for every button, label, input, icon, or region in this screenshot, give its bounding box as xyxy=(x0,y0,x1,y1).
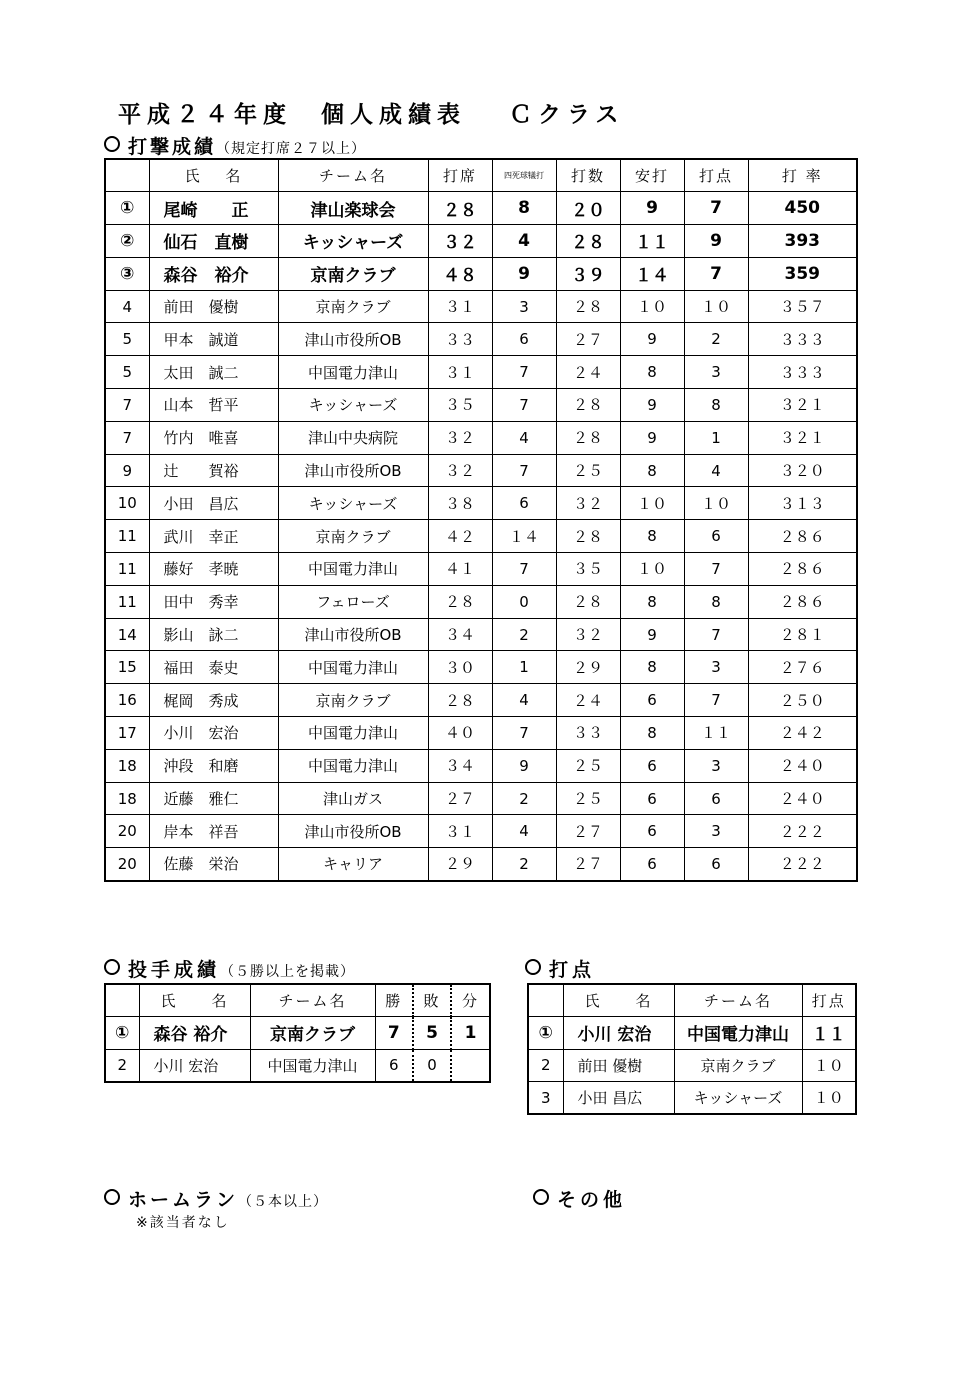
at-bats-cell: ２４ xyxy=(556,356,620,389)
table-row xyxy=(105,356,857,389)
batting-table-body xyxy=(105,159,857,881)
name-cell: 氏 名 xyxy=(149,159,278,192)
rank-cell: 11 xyxy=(105,585,149,618)
walks-sacrifices-cell: 8 xyxy=(492,192,556,225)
hits-cell: １４ xyxy=(620,257,684,290)
plate-appearances-cell: ３４ xyxy=(428,618,492,651)
hits-cell: １１ xyxy=(620,225,684,258)
name-cell: 梶岡 秀成 xyxy=(149,684,278,717)
at-bats-cell: ３５ xyxy=(556,553,620,586)
team-cell: 京南クラブ xyxy=(278,290,428,323)
at-bats-cell: ２８ xyxy=(556,421,620,454)
average-cell: ２４２ xyxy=(748,717,857,750)
table-row xyxy=(105,1049,490,1082)
table-row xyxy=(105,815,857,848)
pitching-table-body xyxy=(105,984,490,1082)
name-cell: 小田 昌広 xyxy=(563,1082,674,1115)
draws-cell xyxy=(451,1049,490,1082)
rbi-cell: 7 xyxy=(684,257,748,290)
name-cell: 山本 哲平 xyxy=(149,389,278,422)
losses-cell: 敗 xyxy=(413,984,451,1017)
average-cell: ３２１ xyxy=(748,421,857,454)
name-cell: 辻 賀裕 xyxy=(149,454,278,487)
team-cell: 津山楽球会 xyxy=(278,192,428,225)
name-cell: 氏 名 xyxy=(563,984,674,1017)
rank-cell: 7 xyxy=(105,389,149,422)
rank-cell: 18 xyxy=(105,749,149,782)
at-bats-cell: ２７ xyxy=(556,323,620,356)
pitching-note: （５勝以上を掲載） xyxy=(220,964,356,980)
walks-sacrifices-cell: 0 xyxy=(492,585,556,618)
team-cell: 津山中央病院 xyxy=(278,421,428,454)
walks-sacrifices-cell: １４ xyxy=(492,520,556,553)
name-cell: 森谷 裕介 xyxy=(149,257,278,290)
rbi-cell: 3 xyxy=(684,651,748,684)
plate-appearances-cell: ４２ xyxy=(428,520,492,553)
name-cell: 小川 宏治 xyxy=(149,717,278,750)
rbi-cell: 7 xyxy=(684,684,748,717)
at-bats-cell: ２８ xyxy=(556,225,620,258)
table-row xyxy=(105,520,857,553)
pitching-heading-text: 投手成績 xyxy=(128,959,221,981)
at-bats-cell: ３９ xyxy=(556,257,620,290)
team-cell: キッシャーズ xyxy=(278,487,428,520)
draws-cell: 1 xyxy=(451,1017,490,1050)
losses-cell: 0 xyxy=(413,1049,451,1082)
plate-appearances-cell: ４８ xyxy=(428,257,492,290)
average-cell: ２４０ xyxy=(748,749,857,782)
hits-cell: 8 xyxy=(620,454,684,487)
rank-cell xyxy=(528,984,563,1017)
name-cell: 氏 名 xyxy=(139,984,250,1017)
homerun-body: ※該当者なし xyxy=(136,1215,230,1231)
team-cell: 中国電力津山 xyxy=(278,356,428,389)
rbi-cell: 6 xyxy=(684,848,748,881)
table-row xyxy=(105,749,857,782)
draws-cell: 分 xyxy=(451,984,490,1017)
rank-cell: ② xyxy=(105,225,149,258)
table-row xyxy=(105,585,857,618)
rank-cell: 18 xyxy=(105,782,149,815)
team-cell: キッシャーズ xyxy=(674,1082,802,1115)
plate-appearances-cell: 打席 xyxy=(428,159,492,192)
hits-cell: 6 xyxy=(620,684,684,717)
other-heading-text: その他 xyxy=(557,1189,627,1211)
at-bats-cell: ２８ xyxy=(556,585,620,618)
average-cell: 359 xyxy=(748,257,857,290)
pitching-heading xyxy=(104,955,355,982)
at-bats-cell: ２７ xyxy=(556,815,620,848)
rank-cell xyxy=(105,984,139,1017)
plate-appearances-cell: ２７ xyxy=(428,782,492,815)
plate-appearances-cell: ３８ xyxy=(428,487,492,520)
rank-cell: 14 xyxy=(105,618,149,651)
rank-cell: ① xyxy=(105,192,149,225)
rank-cell: 20 xyxy=(105,848,149,881)
plate-appearances-cell: ３１ xyxy=(428,290,492,323)
rank-cell: ③ xyxy=(105,257,149,290)
homerun-note: （５本以上） xyxy=(238,1194,329,1210)
name-cell: 福田 泰史 xyxy=(149,651,278,684)
average-cell: 450 xyxy=(748,192,857,225)
rbi-cell: 3 xyxy=(684,815,748,848)
table-row xyxy=(105,454,857,487)
walks-sacrifices-cell: 3 xyxy=(492,290,556,323)
plate-appearances-cell: ３２ xyxy=(428,225,492,258)
rbi-cell: 3 xyxy=(684,749,748,782)
plate-appearances-cell: ３３ xyxy=(428,323,492,356)
hits-cell: 9 xyxy=(620,421,684,454)
team-cell: チーム名 xyxy=(278,159,428,192)
walks-sacrifices-cell: 6 xyxy=(492,323,556,356)
name-cell: 影山 詠二 xyxy=(149,618,278,651)
rbi-cell: 1 xyxy=(684,421,748,454)
hits-cell: １０ xyxy=(620,290,684,323)
table-row xyxy=(105,225,857,258)
team-cell: 京南クラブ xyxy=(674,1049,802,1082)
hits-cell: 6 xyxy=(620,782,684,815)
rank-cell xyxy=(105,159,149,192)
table-row xyxy=(528,1049,856,1082)
hits-cell: 安打 xyxy=(620,159,684,192)
average-cell: ３１３ xyxy=(748,487,857,520)
walks-sacrifices-cell: 7 xyxy=(492,717,556,750)
rbi-cell: １０ xyxy=(684,487,748,520)
homerun-heading xyxy=(104,1185,328,1212)
plate-appearances-cell: ４０ xyxy=(428,717,492,750)
plate-appearances-cell: ４１ xyxy=(428,553,492,586)
rbi-table xyxy=(527,983,857,1115)
name-cell: 藤好 孝暁 xyxy=(149,553,278,586)
walks-sacrifices-cell: 6 xyxy=(492,487,556,520)
hits-cell: 6 xyxy=(620,749,684,782)
at-bats-cell: ２８ xyxy=(556,389,620,422)
wins-cell: 勝 xyxy=(375,984,413,1017)
page-title: 平成２４年度 個人成績表 Ｃクラス xyxy=(118,102,625,128)
average-cell: ２８６ xyxy=(748,553,857,586)
batting-heading-text: 打撃成績 xyxy=(128,136,217,158)
name-cell: 沖段 和磨 xyxy=(149,749,278,782)
circle-icon xyxy=(525,959,541,975)
circle-icon xyxy=(104,959,120,975)
walks-sacrifices-cell: 4 xyxy=(492,815,556,848)
table-row xyxy=(105,389,857,422)
rbi-cell: １１ xyxy=(684,717,748,750)
rbi-cell: １０ xyxy=(684,290,748,323)
name-cell: 近藤 雅仁 xyxy=(149,782,278,815)
rbi-cell: 9 xyxy=(684,225,748,258)
rbi-table-body xyxy=(528,984,856,1114)
table-row xyxy=(105,684,857,717)
walks-sacrifices-cell: 4 xyxy=(492,421,556,454)
rank-cell: 20 xyxy=(105,815,149,848)
table-row xyxy=(105,717,857,750)
name-cell: 太田 誠二 xyxy=(149,356,278,389)
team-cell: 中国電力津山 xyxy=(278,651,428,684)
wins-cell: 7 xyxy=(375,1017,413,1050)
team-cell: 中国電力津山 xyxy=(278,749,428,782)
average-cell: ３２１ xyxy=(748,389,857,422)
rank-cell: ① xyxy=(528,1017,563,1050)
header-row xyxy=(105,984,490,1017)
name-cell: 小川 宏治 xyxy=(563,1017,674,1050)
average-cell: ３５７ xyxy=(748,290,857,323)
header-row xyxy=(528,984,856,1017)
name-cell: 小川 宏治 xyxy=(139,1049,250,1082)
circle-icon xyxy=(533,1189,549,1205)
name-cell: 岸本 祥吾 xyxy=(149,815,278,848)
team-cell: 京南クラブ xyxy=(278,684,428,717)
rank-cell: 4 xyxy=(105,290,149,323)
walks-sacrifices-cell: 2 xyxy=(492,848,556,881)
table-row xyxy=(528,1082,856,1115)
team-cell: 中国電力津山 xyxy=(278,717,428,750)
rank-cell: 17 xyxy=(105,717,149,750)
circle-icon xyxy=(104,136,120,152)
average-cell: ２５０ xyxy=(748,684,857,717)
team-cell: キッシャーズ xyxy=(278,225,428,258)
average-cell: ３２０ xyxy=(748,454,857,487)
rank-cell: ① xyxy=(105,1017,139,1050)
plate-appearances-cell: ３０ xyxy=(428,651,492,684)
table-row xyxy=(105,421,857,454)
walks-sacrifices-cell: 4 xyxy=(492,225,556,258)
name-cell: 甲本 誠道 xyxy=(149,323,278,356)
name-cell: 前田 優樹 xyxy=(149,290,278,323)
rbi-cell: 3 xyxy=(684,356,748,389)
hits-cell: 8 xyxy=(620,520,684,553)
team-cell: フェローズ xyxy=(278,585,428,618)
name-cell: 仙石 直樹 xyxy=(149,225,278,258)
rbi-cell: １０ xyxy=(802,1082,856,1115)
team-cell: 津山市役所OB xyxy=(278,815,428,848)
header-row xyxy=(105,159,857,192)
team-cell: キャリア xyxy=(278,848,428,881)
team-cell: 津山ガス xyxy=(278,782,428,815)
table-row xyxy=(105,290,857,323)
table-row xyxy=(105,323,857,356)
hits-cell: 8 xyxy=(620,356,684,389)
at-bats-cell: ２０ xyxy=(556,192,620,225)
team-cell: 京南クラブ xyxy=(278,257,428,290)
plate-appearances-cell: ３１ xyxy=(428,356,492,389)
name-cell: 小田 昌広 xyxy=(149,487,278,520)
team-cell: キッシャーズ xyxy=(278,389,428,422)
team-cell: 京南クラブ xyxy=(250,1017,375,1050)
hits-cell: 8 xyxy=(620,651,684,684)
average-cell: ２８１ xyxy=(748,618,857,651)
rank-cell: 15 xyxy=(105,651,149,684)
hits-cell: 6 xyxy=(620,815,684,848)
average-cell: ２８６ xyxy=(748,585,857,618)
hits-cell: 8 xyxy=(620,717,684,750)
rbi-cell: 打点 xyxy=(684,159,748,192)
walks-sacrifices-cell: 1 xyxy=(492,651,556,684)
average-cell: ２２２ xyxy=(748,815,857,848)
hits-cell: １０ xyxy=(620,487,684,520)
table-row xyxy=(105,651,857,684)
hits-cell: １０ xyxy=(620,553,684,586)
walks-sacrifices-cell: 7 xyxy=(492,356,556,389)
average-cell: ３３３ xyxy=(748,356,857,389)
wins-cell: 6 xyxy=(375,1049,413,1082)
name-cell: 佐藤 栄治 xyxy=(149,848,278,881)
table-row xyxy=(105,782,857,815)
at-bats-cell: ３２ xyxy=(556,487,620,520)
rank-cell: 9 xyxy=(105,454,149,487)
hits-cell: 9 xyxy=(620,389,684,422)
team-cell: 津山市役所OB xyxy=(278,454,428,487)
team-cell: 中国電力津山 xyxy=(250,1049,375,1082)
hits-cell: 9 xyxy=(620,192,684,225)
rank-cell: 2 xyxy=(528,1049,563,1082)
rbi-heading xyxy=(525,955,595,982)
hits-cell: 8 xyxy=(620,585,684,618)
name-cell: 森谷 裕介 xyxy=(139,1017,250,1050)
batting-heading xyxy=(104,132,366,159)
team-cell: 中国電力津山 xyxy=(278,553,428,586)
table-row xyxy=(105,192,857,225)
walks-sacrifices-cell: 四死球犠打 xyxy=(492,159,556,192)
average-cell: 打 率 xyxy=(748,159,857,192)
at-bats-cell: ２４ xyxy=(556,684,620,717)
rbi-cell: 4 xyxy=(684,454,748,487)
walks-sacrifices-cell: 7 xyxy=(492,389,556,422)
walks-sacrifices-cell: 9 xyxy=(492,257,556,290)
name-cell: 田中 秀幸 xyxy=(149,585,278,618)
average-cell: ２８６ xyxy=(748,520,857,553)
rank-cell: 16 xyxy=(105,684,149,717)
rbi-heading-text: 打点 xyxy=(549,959,596,981)
at-bats-cell: ２５ xyxy=(556,782,620,815)
batting-table xyxy=(104,158,858,882)
rank-cell: 5 xyxy=(105,323,149,356)
table-row xyxy=(105,487,857,520)
rbi-cell: 8 xyxy=(684,585,748,618)
rbi-cell: 7 xyxy=(684,618,748,651)
rbi-cell: 8 xyxy=(684,389,748,422)
rbi-cell: 6 xyxy=(684,782,748,815)
average-cell: ３３３ xyxy=(748,323,857,356)
name-cell: 武川 幸正 xyxy=(149,520,278,553)
rbi-cell: １０ xyxy=(802,1049,856,1082)
plate-appearances-cell: ３２ xyxy=(428,454,492,487)
name-cell: 尾崎 正 xyxy=(149,192,278,225)
at-bats-cell: ２５ xyxy=(556,749,620,782)
plate-appearances-cell: ２８ xyxy=(428,192,492,225)
plate-appearances-cell: ３４ xyxy=(428,749,492,782)
rank-cell: 5 xyxy=(105,356,149,389)
at-bats-cell: 打数 xyxy=(556,159,620,192)
batting-note: （規定打席２７以上） xyxy=(216,141,367,157)
at-bats-cell: ２８ xyxy=(556,290,620,323)
walks-sacrifices-cell: 7 xyxy=(492,553,556,586)
table-row xyxy=(105,618,857,651)
team-cell: 津山市役所OB xyxy=(278,323,428,356)
average-cell: ２２２ xyxy=(748,848,857,881)
team-cell: 京南クラブ xyxy=(278,520,428,553)
average-cell: ２７６ xyxy=(748,651,857,684)
table-row xyxy=(105,553,857,586)
plate-appearances-cell: ２９ xyxy=(428,848,492,881)
rbi-cell: 2 xyxy=(684,323,748,356)
circle-icon xyxy=(104,1189,120,1205)
at-bats-cell: ２８ xyxy=(556,520,620,553)
rbi-cell: 6 xyxy=(684,520,748,553)
rbi-cell: 7 xyxy=(684,553,748,586)
table-row xyxy=(105,848,857,881)
plate-appearances-cell: ２８ xyxy=(428,684,492,717)
at-bats-cell: ３３ xyxy=(556,717,620,750)
rbi-cell: 打点 xyxy=(802,984,856,1017)
plate-appearances-cell: ３５ xyxy=(428,389,492,422)
name-cell: 前田 優樹 xyxy=(563,1049,674,1082)
rank-cell: 11 xyxy=(105,520,149,553)
rank-cell: 3 xyxy=(528,1082,563,1115)
rank-cell: 11 xyxy=(105,553,149,586)
walks-sacrifices-cell: 2 xyxy=(492,618,556,651)
team-cell: 津山市役所OB xyxy=(278,618,428,651)
hits-cell: 9 xyxy=(620,618,684,651)
losses-cell: 5 xyxy=(413,1017,451,1050)
team-cell: 中国電力津山 xyxy=(674,1017,802,1050)
plate-appearances-cell: ３１ xyxy=(428,815,492,848)
team-cell: チーム名 xyxy=(674,984,802,1017)
homerun-heading-text: ホームラン xyxy=(128,1189,239,1211)
rank-cell: 10 xyxy=(105,487,149,520)
table-row xyxy=(528,1017,856,1050)
other-heading xyxy=(533,1185,626,1212)
name-cell: 竹内 唯喜 xyxy=(149,421,278,454)
team-cell: チーム名 xyxy=(250,984,375,1017)
walks-sacrifices-cell: 2 xyxy=(492,782,556,815)
pitching-table xyxy=(104,983,491,1083)
walks-sacrifices-cell: 4 xyxy=(492,684,556,717)
rank-cell: 2 xyxy=(105,1049,139,1082)
at-bats-cell: ２５ xyxy=(556,454,620,487)
average-cell: 393 xyxy=(748,225,857,258)
walks-sacrifices-cell: 9 xyxy=(492,749,556,782)
walks-sacrifices-cell: 7 xyxy=(492,454,556,487)
at-bats-cell: ３２ xyxy=(556,618,620,651)
hits-cell: 6 xyxy=(620,848,684,881)
rank-cell: 7 xyxy=(105,421,149,454)
plate-appearances-cell: ２８ xyxy=(428,585,492,618)
at-bats-cell: ２７ xyxy=(556,848,620,881)
table-row xyxy=(105,1017,490,1050)
average-cell: ２４０ xyxy=(748,782,857,815)
at-bats-cell: ２９ xyxy=(556,651,620,684)
hits-cell: 9 xyxy=(620,323,684,356)
plate-appearances-cell: ３２ xyxy=(428,421,492,454)
table-row xyxy=(105,257,857,290)
rbi-cell: １１ xyxy=(802,1017,856,1050)
rbi-cell: 7 xyxy=(684,192,748,225)
